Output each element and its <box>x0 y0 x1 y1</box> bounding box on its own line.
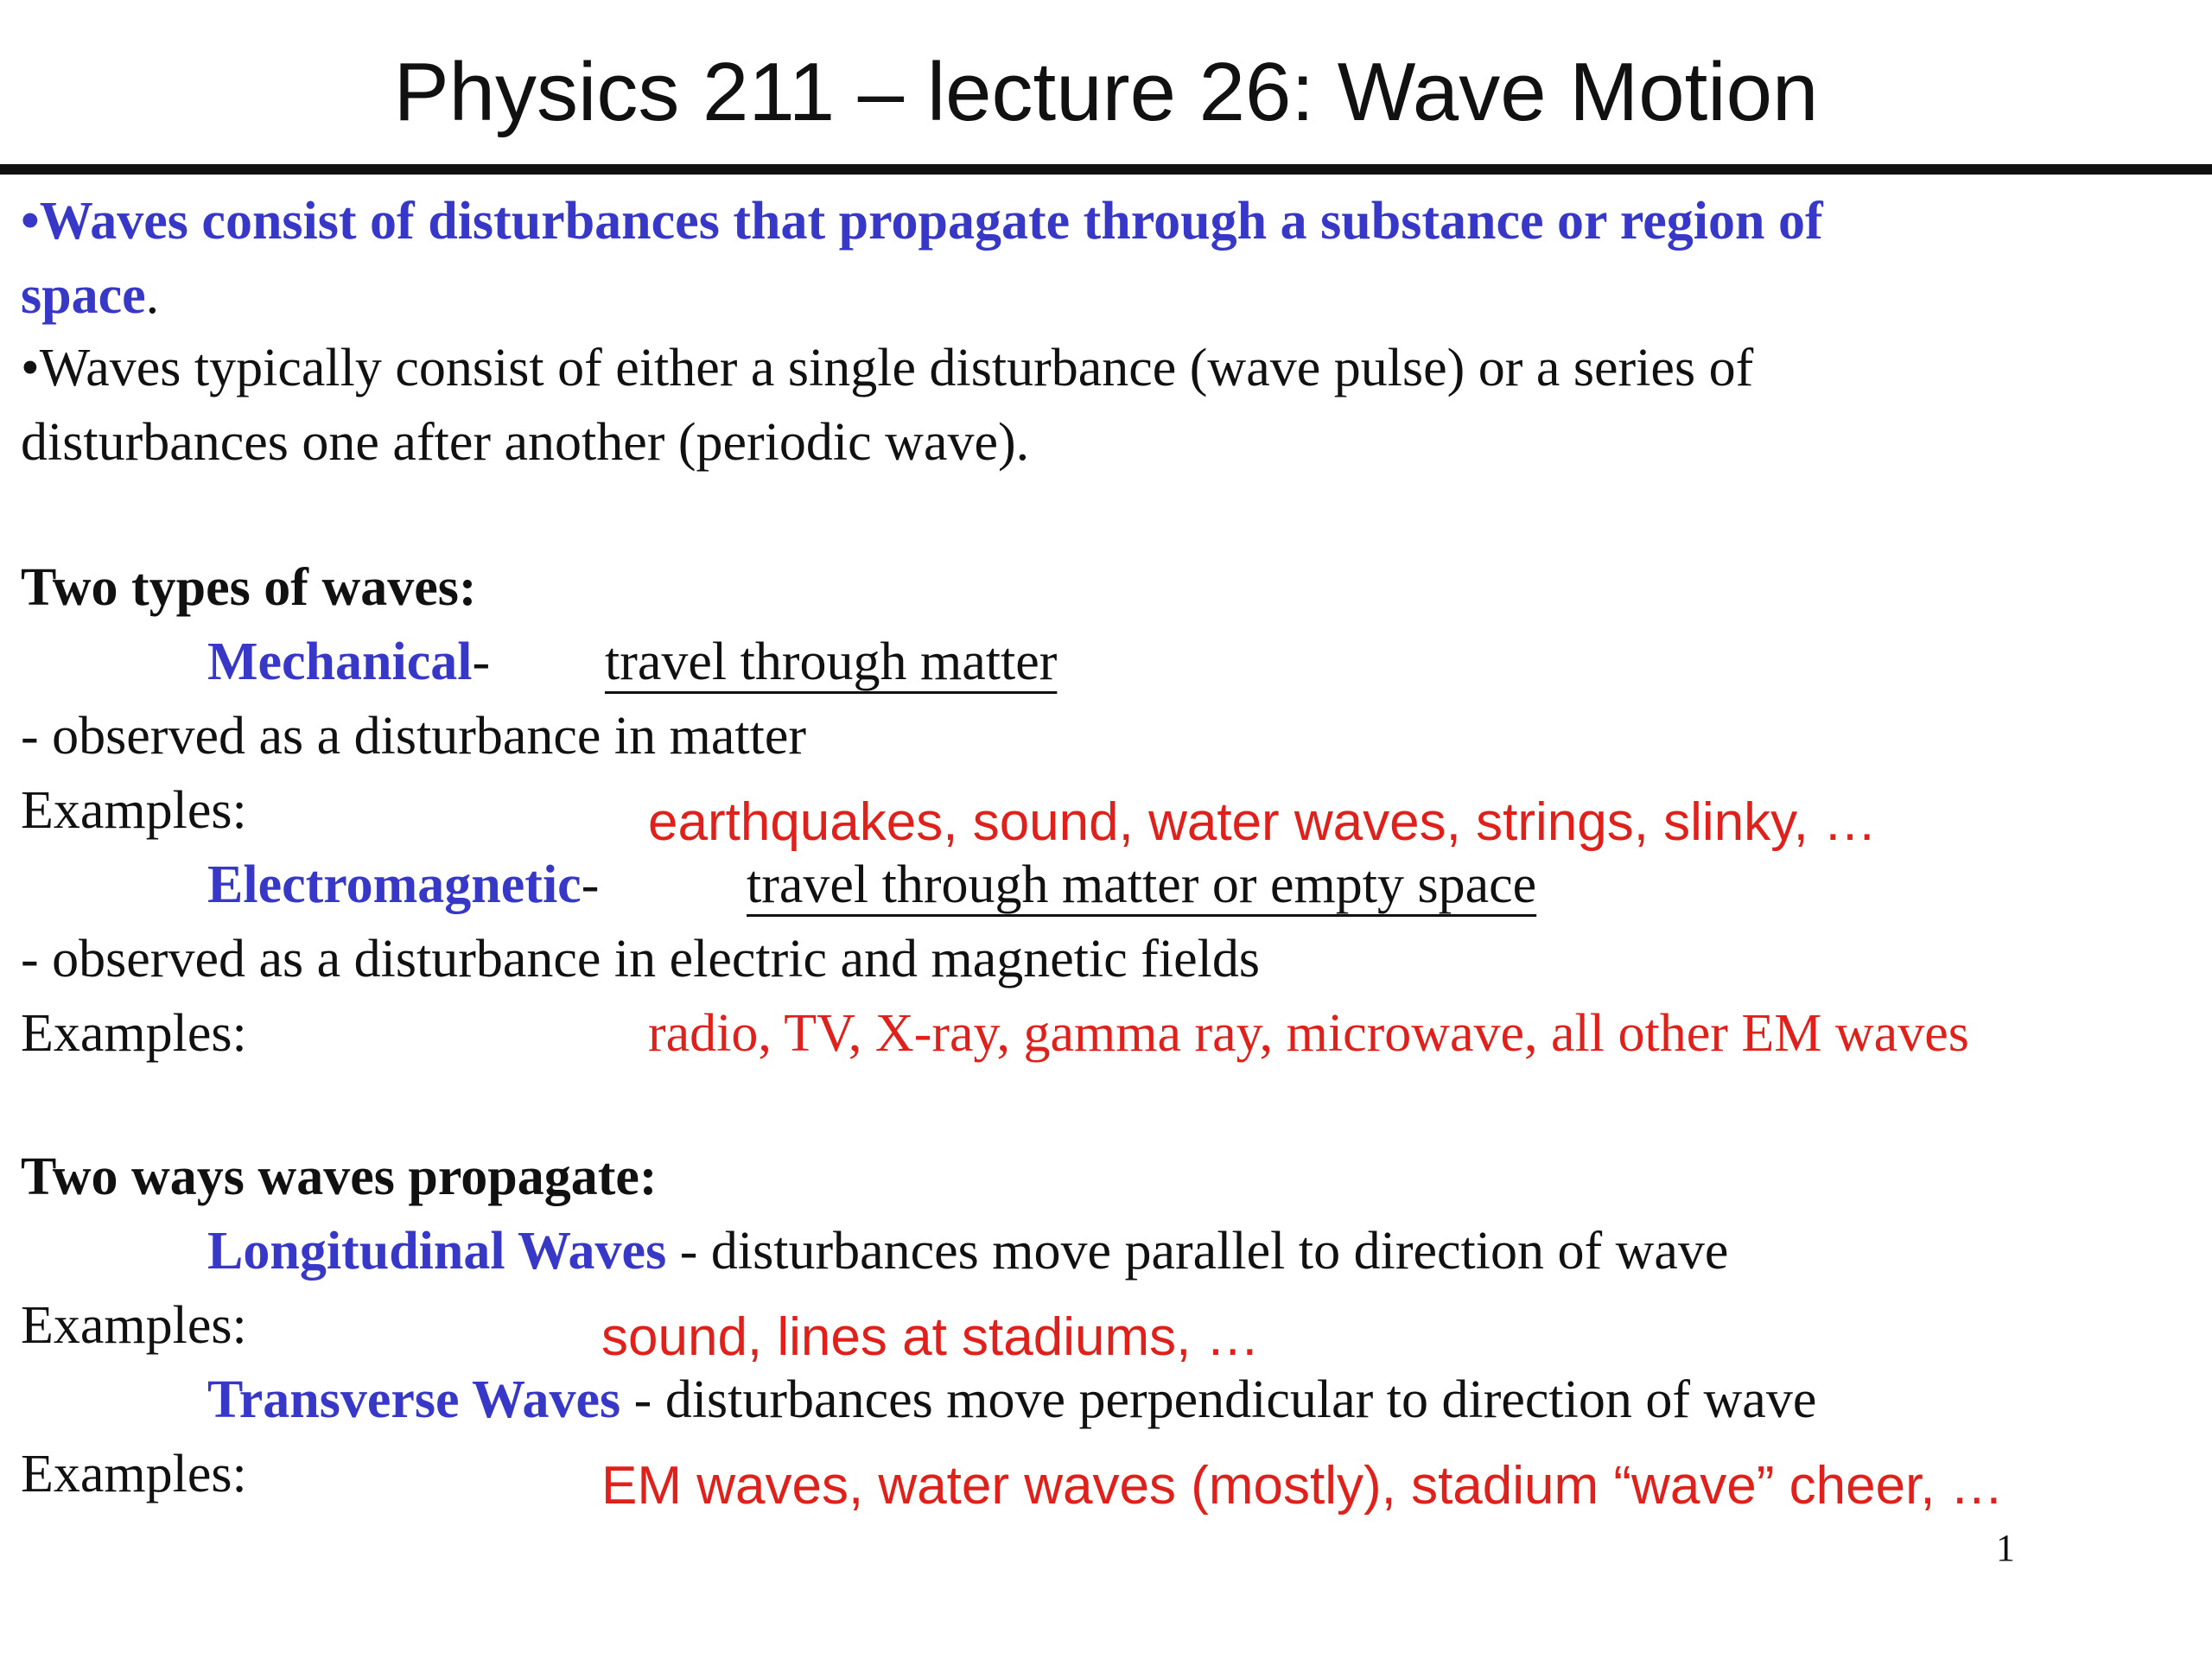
longitudinal-examples-label: Examples: <box>21 1296 247 1355</box>
intro-space-word: space <box>21 266 146 325</box>
propagation-heading: Two ways waves propagate: <box>21 1147 658 1206</box>
mechanical-examples: earthquakes, sound, water waves, strings, slinky, … <box>648 792 1878 852</box>
em-observed: - observed as a disturbance in electric and magnetic fields <box>21 930 1261 988</box>
intro-line-1: •Waves consist of disturbances that propagate through a substance or region of <box>21 192 1823 251</box>
em-desc: travel through matter or empty space <box>747 855 1537 914</box>
intro-line-2 <box>21 261 159 330</box>
mechanical-label-line <box>207 627 490 696</box>
transverse-label: Transverse Waves <box>207 1370 621 1429</box>
mechanical-dash: - <box>472 632 491 691</box>
em-label-line <box>207 850 599 919</box>
intro-line-3: •Waves typically consist of either a single disturbance (wave pulse) or a series of <box>21 339 1754 397</box>
em-examples: radio, TV, X-ray, gamma ray, microwave, all other EM waves <box>648 1004 1969 1063</box>
types-heading: Two types of waves: <box>21 558 477 617</box>
intro-period: . <box>145 266 160 325</box>
longitudinal-label: Longitudinal Waves <box>207 1222 667 1281</box>
transverse-examples: EM waves, water waves (mostly), stadium “wave” cheer, … <box>601 1456 2004 1516</box>
mechanical-examples-label: Examples: <box>21 781 247 840</box>
transverse-examples-label: Examples: <box>21 1445 247 1503</box>
em-label: Electromagnetic <box>207 855 582 914</box>
intro-line-4: disturbances one after another (periodic wave). <box>21 413 1030 472</box>
em-dash: - <box>581 855 600 914</box>
page-number: 1 <box>1996 1527 2015 1569</box>
em-examples-label: Examples: <box>21 1004 247 1063</box>
transverse-line <box>207 1365 1816 1434</box>
longitudinal-examples: sound, lines at stadiums, … <box>601 1307 1260 1367</box>
mechanical-observed: - observed as a disturbance in matter <box>21 707 806 766</box>
transverse-desc: - disturbances move perpendicular to direction of wave <box>620 1370 1817 1429</box>
longitudinal-desc: - disturbances move parallel to direction of wave <box>666 1222 1729 1281</box>
mechanical-desc: travel through matter <box>605 632 1058 691</box>
longitudinal-line <box>207 1217 1728 1286</box>
title-divider <box>0 164 2212 175</box>
mechanical-label: Mechanical <box>207 632 473 691</box>
slide-title: Physics 211 – lecture 26: Wave Motion <box>393 46 1819 138</box>
